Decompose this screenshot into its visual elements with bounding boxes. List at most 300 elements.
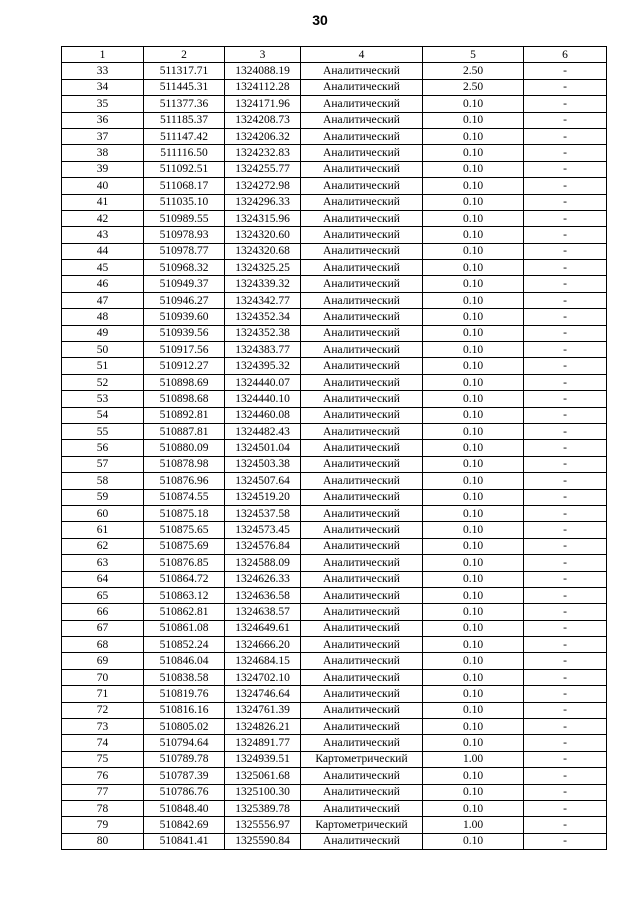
table-row <box>62 63 607 79</box>
method-cell: Аналитический <box>301 555 423 571</box>
note-cell: - <box>524 112 607 128</box>
y-coordinate-cell: 1324537.58 <box>225 505 301 521</box>
y-coordinate-cell: 1324272.98 <box>225 178 301 194</box>
accuracy-cell: 0.10 <box>423 178 524 194</box>
note-cell: - <box>524 309 607 325</box>
table-body <box>62 63 607 850</box>
y-coordinate-cell: 1324939.51 <box>225 751 301 767</box>
note-cell: - <box>524 800 607 816</box>
accuracy-cell: 0.10 <box>423 391 524 407</box>
point-number-cell: 57 <box>62 456 144 472</box>
method-cell: Аналитический <box>301 325 423 341</box>
x-coordinate-cell: 510838.58 <box>144 669 225 685</box>
accuracy-cell: 0.10 <box>423 145 524 161</box>
point-number-cell: 74 <box>62 735 144 751</box>
y-coordinate-cell: 1324576.84 <box>225 538 301 554</box>
y-coordinate-cell: 1324507.64 <box>225 473 301 489</box>
note-cell: - <box>524 194 607 210</box>
y-coordinate-cell: 1324255.77 <box>225 161 301 177</box>
note-cell: - <box>524 358 607 374</box>
table-row <box>62 817 607 833</box>
point-number-cell: 72 <box>62 702 144 718</box>
point-number-cell: 47 <box>62 292 144 308</box>
accuracy-cell: 0.10 <box>423 112 524 128</box>
y-coordinate-cell: 1325100.30 <box>225 784 301 800</box>
x-coordinate-cell: 511092.51 <box>144 161 225 177</box>
x-coordinate-cell: 510898.69 <box>144 374 225 390</box>
note-cell: - <box>524 391 607 407</box>
note-cell: - <box>524 342 607 358</box>
y-coordinate-cell: 1324460.08 <box>225 407 301 423</box>
note-cell: - <box>524 292 607 308</box>
x-coordinate-cell: 510875.69 <box>144 538 225 554</box>
accuracy-cell: 0.10 <box>423 555 524 571</box>
table-row <box>62 440 607 456</box>
table-row <box>62 768 607 784</box>
table-row <box>62 309 607 325</box>
accuracy-cell: 1.00 <box>423 817 524 833</box>
method-cell: Картометрический <box>301 817 423 833</box>
table-row <box>62 800 607 816</box>
note-cell: - <box>524 637 607 653</box>
method-cell: Аналитический <box>301 128 423 144</box>
x-coordinate-cell: 510852.24 <box>144 637 225 653</box>
table-row <box>62 473 607 489</box>
method-cell: Аналитический <box>301 620 423 636</box>
x-coordinate-cell: 510917.56 <box>144 342 225 358</box>
y-coordinate-cell: 1324315.96 <box>225 210 301 226</box>
x-coordinate-cell: 510878.98 <box>144 456 225 472</box>
accuracy-cell: 0.10 <box>423 620 524 636</box>
table-row <box>62 161 607 177</box>
method-cell: Аналитический <box>301 440 423 456</box>
accuracy-cell: 0.10 <box>423 604 524 620</box>
note-cell: - <box>524 161 607 177</box>
method-cell: Аналитический <box>301 161 423 177</box>
table-row <box>62 292 607 308</box>
x-coordinate-cell: 510794.64 <box>144 735 225 751</box>
x-coordinate-cell: 510939.56 <box>144 325 225 341</box>
note-cell: - <box>524 817 607 833</box>
x-coordinate-cell: 510898.68 <box>144 391 225 407</box>
y-coordinate-cell: 1324684.15 <box>225 653 301 669</box>
point-number-cell: 39 <box>62 161 144 177</box>
point-number-cell: 53 <box>62 391 144 407</box>
note-cell: - <box>524 260 607 276</box>
y-coordinate-cell: 1325389.78 <box>225 800 301 816</box>
y-coordinate-cell: 1324320.60 <box>225 227 301 243</box>
x-coordinate-cell: 510939.60 <box>144 309 225 325</box>
y-coordinate-cell: 1324503.38 <box>225 456 301 472</box>
note-cell: - <box>524 522 607 538</box>
note-cell: - <box>524 505 607 521</box>
x-coordinate-cell: 510816.16 <box>144 702 225 718</box>
point-number-cell: 59 <box>62 489 144 505</box>
method-cell: Аналитический <box>301 79 423 95</box>
note-cell: - <box>524 604 607 620</box>
point-number-cell: 55 <box>62 423 144 439</box>
point-number-cell: 68 <box>62 637 144 653</box>
note-cell: - <box>524 423 607 439</box>
note-cell: - <box>524 276 607 292</box>
accuracy-cell: 0.10 <box>423 292 524 308</box>
point-number-cell: 78 <box>62 800 144 816</box>
x-coordinate-cell: 511147.42 <box>144 128 225 144</box>
note-cell: - <box>524 784 607 800</box>
accuracy-cell: 0.10 <box>423 538 524 554</box>
table-row <box>62 276 607 292</box>
column-header: 5 <box>423 47 524 63</box>
table-row <box>62 243 607 259</box>
x-coordinate-cell: 510989.55 <box>144 210 225 226</box>
y-coordinate-cell: 1324702.10 <box>225 669 301 685</box>
method-cell: Аналитический <box>301 276 423 292</box>
table-row <box>62 325 607 341</box>
table-row <box>62 407 607 423</box>
y-coordinate-cell: 1324352.38 <box>225 325 301 341</box>
method-cell: Аналитический <box>301 768 423 784</box>
y-coordinate-cell: 1324171.96 <box>225 96 301 112</box>
point-number-cell: 45 <box>62 260 144 276</box>
note-cell: - <box>524 538 607 554</box>
note-cell: - <box>524 669 607 685</box>
table-row <box>62 260 607 276</box>
y-coordinate-cell: 1324320.68 <box>225 243 301 259</box>
y-coordinate-cell: 1324761.39 <box>225 702 301 718</box>
point-number-cell: 44 <box>62 243 144 259</box>
point-number-cell: 34 <box>62 79 144 95</box>
accuracy-cell: 0.10 <box>423 423 524 439</box>
table-row <box>62 604 607 620</box>
accuracy-cell: 2.50 <box>423 63 524 79</box>
table-row <box>62 555 607 571</box>
accuracy-cell: 0.10 <box>423 702 524 718</box>
x-coordinate-cell: 510978.77 <box>144 243 225 259</box>
method-cell: Аналитический <box>301 260 423 276</box>
y-coordinate-cell: 1325590.84 <box>225 833 301 849</box>
y-coordinate-cell: 1324088.19 <box>225 63 301 79</box>
x-coordinate-cell: 510787.39 <box>144 768 225 784</box>
y-coordinate-cell: 1324573.45 <box>225 522 301 538</box>
note-cell: - <box>524 473 607 489</box>
note-cell: - <box>524 440 607 456</box>
note-cell: - <box>524 227 607 243</box>
y-coordinate-cell: 1324636.58 <box>225 587 301 603</box>
method-cell: Аналитический <box>301 178 423 194</box>
method-cell: Аналитический <box>301 489 423 505</box>
point-number-cell: 40 <box>62 178 144 194</box>
table-row <box>62 784 607 800</box>
method-cell: Аналитический <box>301 833 423 849</box>
table-row <box>62 456 607 472</box>
note-cell: - <box>524 620 607 636</box>
note-cell: - <box>524 768 607 784</box>
x-coordinate-cell: 510874.55 <box>144 489 225 505</box>
point-number-cell: 41 <box>62 194 144 210</box>
method-cell: Аналитический <box>301 784 423 800</box>
note-cell: - <box>524 719 607 735</box>
y-coordinate-cell: 1325556.97 <box>225 817 301 833</box>
x-coordinate-cell: 510805.02 <box>144 719 225 735</box>
point-number-cell: 62 <box>62 538 144 554</box>
table-row <box>62 571 607 587</box>
y-coordinate-cell: 1324638.57 <box>225 604 301 620</box>
note-cell: - <box>524 63 607 79</box>
point-number-cell: 51 <box>62 358 144 374</box>
method-cell: Аналитический <box>301 587 423 603</box>
point-number-cell: 79 <box>62 817 144 833</box>
point-number-cell: 36 <box>62 112 144 128</box>
point-number-cell: 48 <box>62 309 144 325</box>
table-row <box>62 358 607 374</box>
method-cell: Аналитический <box>301 637 423 653</box>
method-cell: Картометрический <box>301 751 423 767</box>
x-coordinate-cell: 510842.69 <box>144 817 225 833</box>
method-cell: Аналитический <box>301 243 423 259</box>
table-row <box>62 505 607 521</box>
y-coordinate-cell: 1324826.21 <box>225 719 301 735</box>
table-row <box>62 128 607 144</box>
accuracy-cell: 0.10 <box>423 325 524 341</box>
note-cell: - <box>524 79 607 95</box>
method-cell: Аналитический <box>301 604 423 620</box>
note-cell: - <box>524 702 607 718</box>
x-coordinate-cell: 511035.10 <box>144 194 225 210</box>
method-cell: Аналитический <box>301 538 423 554</box>
table-row <box>62 112 607 128</box>
point-number-cell: 65 <box>62 587 144 603</box>
point-number-cell: 58 <box>62 473 144 489</box>
y-coordinate-cell: 1324588.09 <box>225 555 301 571</box>
point-number-cell: 64 <box>62 571 144 587</box>
x-coordinate-cell: 510864.72 <box>144 571 225 587</box>
accuracy-cell: 0.10 <box>423 194 524 210</box>
note-cell: - <box>524 751 607 767</box>
coordinates-table <box>61 46 607 850</box>
y-coordinate-cell: 1325061.68 <box>225 768 301 784</box>
accuracy-cell: 0.10 <box>423 637 524 653</box>
x-coordinate-cell: 511068.17 <box>144 178 225 194</box>
point-number-cell: 63 <box>62 555 144 571</box>
method-cell: Аналитический <box>301 423 423 439</box>
note-cell: - <box>524 128 607 144</box>
y-coordinate-cell: 1324519.20 <box>225 489 301 505</box>
x-coordinate-cell: 510863.12 <box>144 587 225 603</box>
table-row <box>62 96 607 112</box>
x-coordinate-cell: 510841.41 <box>144 833 225 849</box>
y-coordinate-cell: 1324296.33 <box>225 194 301 210</box>
point-number-cell: 33 <box>62 63 144 79</box>
point-number-cell: 56 <box>62 440 144 456</box>
point-number-cell: 52 <box>62 374 144 390</box>
y-coordinate-cell: 1324649.61 <box>225 620 301 636</box>
note-cell: - <box>524 555 607 571</box>
note-cell: - <box>524 243 607 259</box>
accuracy-cell: 0.10 <box>423 407 524 423</box>
x-coordinate-cell: 511377.36 <box>144 96 225 112</box>
table-row <box>62 79 607 95</box>
table-row <box>62 342 607 358</box>
y-coordinate-cell: 1324395.32 <box>225 358 301 374</box>
x-coordinate-cell: 510819.76 <box>144 686 225 702</box>
x-coordinate-cell: 510946.27 <box>144 292 225 308</box>
accuracy-cell: 0.10 <box>423 669 524 685</box>
accuracy-cell: 0.10 <box>423 243 524 259</box>
accuracy-cell: 0.10 <box>423 800 524 816</box>
x-coordinate-cell: 510949.37 <box>144 276 225 292</box>
y-coordinate-cell: 1324208.73 <box>225 112 301 128</box>
method-cell: Аналитический <box>301 112 423 128</box>
accuracy-cell: 0.10 <box>423 833 524 849</box>
point-number-cell: 67 <box>62 620 144 636</box>
column-header: 4 <box>301 47 423 63</box>
column-header: 1 <box>62 47 144 63</box>
point-number-cell: 66 <box>62 604 144 620</box>
point-number-cell: 80 <box>62 833 144 849</box>
accuracy-cell: 0.10 <box>423 374 524 390</box>
table-row <box>62 735 607 751</box>
column-header: 3 <box>225 47 301 63</box>
point-number-cell: 70 <box>62 669 144 685</box>
y-coordinate-cell: 1324891.77 <box>225 735 301 751</box>
method-cell: Аналитический <box>301 669 423 685</box>
method-cell: Аналитический <box>301 227 423 243</box>
accuracy-cell: 0.10 <box>423 489 524 505</box>
method-cell: Аналитический <box>301 391 423 407</box>
y-coordinate-cell: 1324501.04 <box>225 440 301 456</box>
note-cell: - <box>524 145 607 161</box>
table-row <box>62 686 607 702</box>
method-cell: Аналитический <box>301 505 423 521</box>
y-coordinate-cell: 1324746.64 <box>225 686 301 702</box>
accuracy-cell: 0.10 <box>423 276 524 292</box>
method-cell: Аналитический <box>301 194 423 210</box>
accuracy-cell: 0.10 <box>423 309 524 325</box>
accuracy-cell: 0.10 <box>423 571 524 587</box>
table-row <box>62 391 607 407</box>
point-number-cell: 37 <box>62 128 144 144</box>
table-row <box>62 178 607 194</box>
method-cell: Аналитический <box>301 145 423 161</box>
note-cell: - <box>524 686 607 702</box>
point-number-cell: 76 <box>62 768 144 784</box>
y-coordinate-cell: 1324352.34 <box>225 309 301 325</box>
note-cell: - <box>524 489 607 505</box>
accuracy-cell: 1.00 <box>423 751 524 767</box>
x-coordinate-cell: 510912.27 <box>144 358 225 374</box>
method-cell: Аналитический <box>301 342 423 358</box>
y-coordinate-cell: 1324383.77 <box>225 342 301 358</box>
note-cell: - <box>524 456 607 472</box>
x-coordinate-cell: 510978.93 <box>144 227 225 243</box>
point-number-cell: 35 <box>62 96 144 112</box>
point-number-cell: 73 <box>62 719 144 735</box>
point-number-cell: 46 <box>62 276 144 292</box>
y-coordinate-cell: 1324342.77 <box>225 292 301 308</box>
y-coordinate-cell: 1324440.10 <box>225 391 301 407</box>
note-cell: - <box>524 587 607 603</box>
method-cell: Аналитический <box>301 800 423 816</box>
x-coordinate-cell: 510876.85 <box>144 555 225 571</box>
x-coordinate-cell: 510789.78 <box>144 751 225 767</box>
point-number-cell: 69 <box>62 653 144 669</box>
x-coordinate-cell: 510861.08 <box>144 620 225 636</box>
note-cell: - <box>524 96 607 112</box>
table-header-row <box>62 47 607 63</box>
table-row <box>62 669 607 685</box>
note-cell: - <box>524 407 607 423</box>
point-number-cell: 54 <box>62 407 144 423</box>
accuracy-cell: 0.10 <box>423 686 524 702</box>
table-row <box>62 522 607 538</box>
table-row <box>62 702 607 718</box>
method-cell: Аналитический <box>301 473 423 489</box>
accuracy-cell: 0.10 <box>423 342 524 358</box>
method-cell: Аналитический <box>301 358 423 374</box>
x-coordinate-cell: 510892.81 <box>144 407 225 423</box>
method-cell: Аналитический <box>301 702 423 718</box>
table-row <box>62 423 607 439</box>
method-cell: Аналитический <box>301 407 423 423</box>
y-coordinate-cell: 1324112.28 <box>225 79 301 95</box>
x-coordinate-cell: 510880.09 <box>144 440 225 456</box>
note-cell: - <box>524 374 607 390</box>
table-row <box>62 620 607 636</box>
note-cell: - <box>524 735 607 751</box>
table-row <box>62 751 607 767</box>
point-number-cell: 42 <box>62 210 144 226</box>
column-header: 6 <box>524 47 607 63</box>
accuracy-cell: 0.10 <box>423 505 524 521</box>
method-cell: Аналитический <box>301 292 423 308</box>
method-cell: Аналитический <box>301 719 423 735</box>
accuracy-cell: 0.10 <box>423 784 524 800</box>
table-row <box>62 374 607 390</box>
note-cell: - <box>524 653 607 669</box>
note-cell: - <box>524 325 607 341</box>
table-row <box>62 653 607 669</box>
method-cell: Аналитический <box>301 456 423 472</box>
accuracy-cell: 0.10 <box>423 161 524 177</box>
table-row <box>62 637 607 653</box>
y-coordinate-cell: 1324666.20 <box>225 637 301 653</box>
x-coordinate-cell: 511445.31 <box>144 79 225 95</box>
point-number-cell: 43 <box>62 227 144 243</box>
table-row <box>62 194 607 210</box>
accuracy-cell: 0.10 <box>423 358 524 374</box>
table-row <box>62 227 607 243</box>
method-cell: Аналитический <box>301 735 423 751</box>
x-coordinate-cell: 510862.81 <box>144 604 225 620</box>
accuracy-cell: 0.10 <box>423 587 524 603</box>
accuracy-cell: 0.10 <box>423 522 524 538</box>
y-coordinate-cell: 1324339.32 <box>225 276 301 292</box>
method-cell: Аналитический <box>301 653 423 669</box>
table-row <box>62 489 607 505</box>
note-cell: - <box>524 178 607 194</box>
point-number-cell: 75 <box>62 751 144 767</box>
method-cell: Аналитический <box>301 210 423 226</box>
page-number: 30 <box>312 12 328 28</box>
method-cell: Аналитический <box>301 63 423 79</box>
table-row <box>62 719 607 735</box>
table-row <box>62 145 607 161</box>
x-coordinate-cell: 510875.65 <box>144 522 225 538</box>
point-number-cell: 61 <box>62 522 144 538</box>
accuracy-cell: 0.10 <box>423 768 524 784</box>
x-coordinate-cell: 510786.76 <box>144 784 225 800</box>
method-cell: Аналитический <box>301 522 423 538</box>
